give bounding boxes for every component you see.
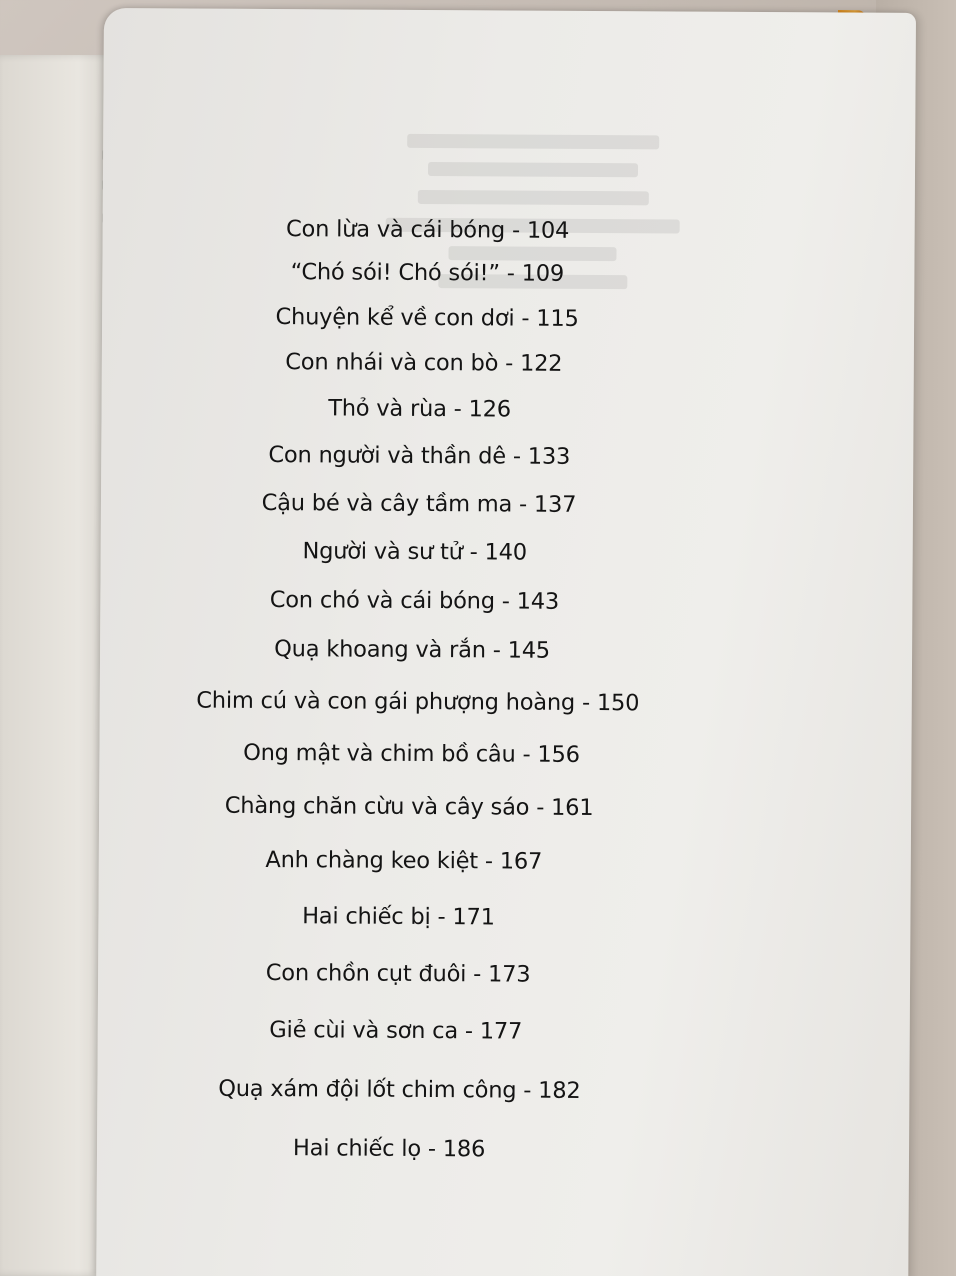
toc-entry: Chim cú và con gái phượng hoàng - 150 — [196, 687, 640, 717]
toc-entry: Hai chiếc bị - 171 — [302, 903, 495, 931]
toc-entry: Quạ xám đội lốt chim công - 182 — [218, 1075, 581, 1104]
underlying-page — [0, 55, 112, 1276]
table-of-contents — [96, 8, 916, 1276]
toc-entry: Con người và thần dê - 133 — [268, 442, 571, 470]
toc-entry: Con nhái và con bò - 122 — [285, 349, 563, 377]
toc-entry: Ong mật và chim bồ câu - 156 — [243, 739, 580, 768]
toc-entry: Chuyện kể về con dơi - 115 — [275, 304, 579, 332]
toc-entry: Anh chàng keo kiệt - 167 — [265, 847, 543, 875]
book-page — [96, 8, 916, 1276]
toc-entry: Con chó và cái bóng - 143 — [269, 587, 560, 615]
toc-entry: Người và sư tử - 140 — [302, 538, 527, 566]
toc-entry: Thỏ và rùa - 126 — [328, 395, 511, 423]
toc-entry: Quạ khoang và rắn - 145 — [274, 636, 551, 664]
toc-entry: “Chó sói! Chó sói!” - 109 — [290, 259, 565, 287]
toc-entry: Cậu bé và cây tầm ma - 137 — [261, 489, 577, 518]
toc-entry: Hai chiếc lọ - 186 — [292, 1135, 486, 1163]
toc-entry: Giẻ cùi và sơn ca - 177 — [269, 1017, 523, 1045]
toc-entry: Con lừa và cái bóng - 104 — [286, 216, 570, 244]
toc-entry: Con chồn cụt đuôi - 173 — [265, 960, 531, 988]
toc-entry: Chàng chăn cừu và cây sáo - 161 — [224, 792, 594, 822]
